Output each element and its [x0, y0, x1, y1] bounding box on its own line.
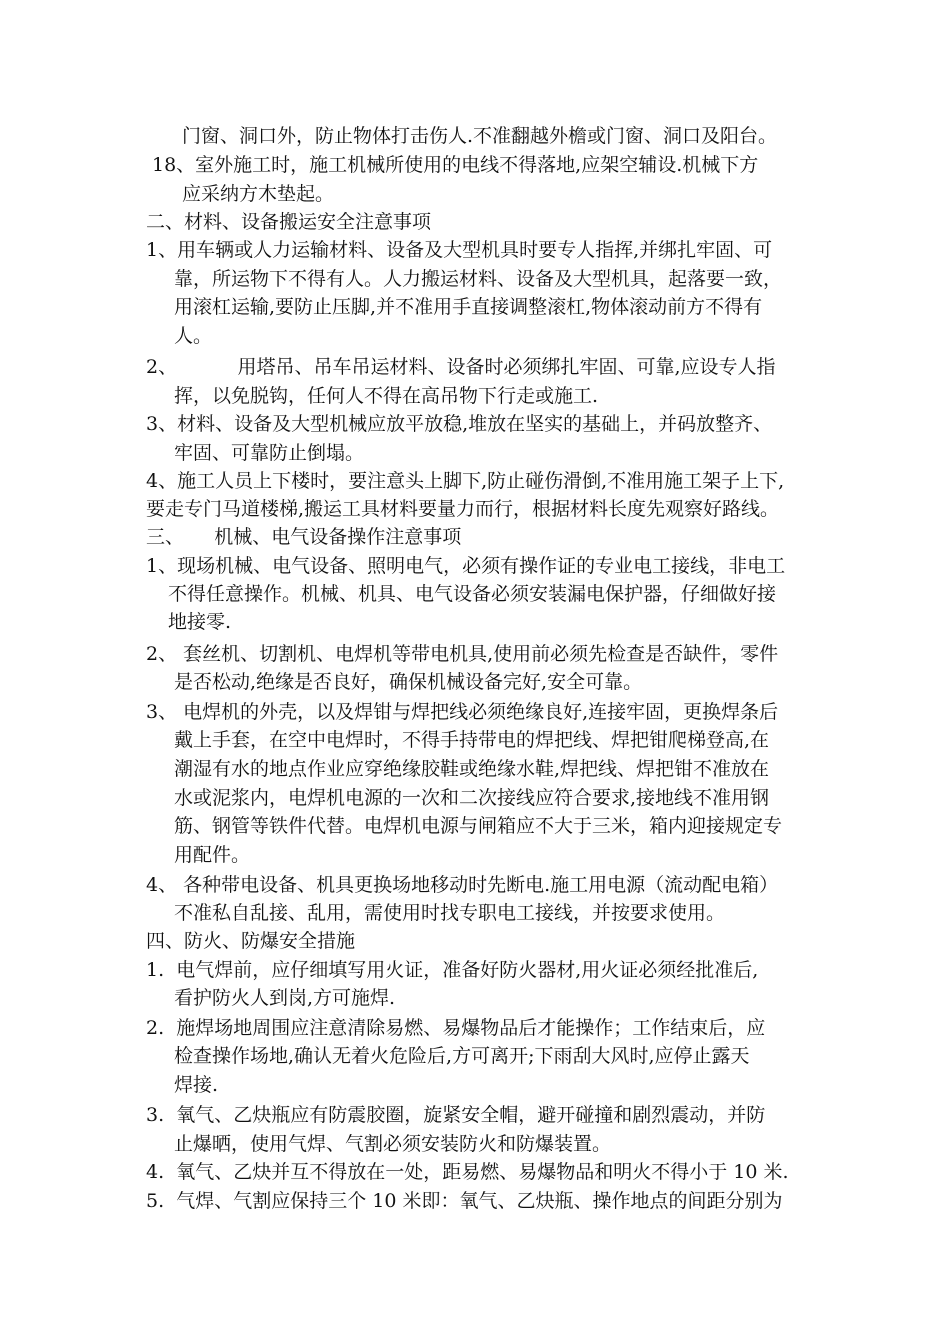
text-line: 2. 施焊场地周围应注意清除易燃、易爆物品后才能操作；工作结束后，应: [146, 1017, 766, 1039]
text-line: 不准私自乱接、乱用，需使用时找专职电工接线，并按要求使用。: [174, 902, 726, 924]
text-line: 5. 气焊、气割应保持三个 10 米即：氧气、乙炔瓶、操作地点的间距分别为: [146, 1190, 783, 1212]
text-line: 用配件。: [174, 844, 251, 866]
text-line: 应采纳方木垫起。: [182, 183, 335, 205]
text-line: 看护防火人到岗,方可施焊.: [174, 987, 396, 1009]
text-line: 人。: [174, 325, 213, 347]
text-line: 3、 电焊机的外壳，以及焊钳与焊把线必须绝缘良好,连接牢固，更换焊条后: [146, 701, 779, 723]
section-heading: 三、 机械、电气设备操作注意事项: [146, 526, 462, 548]
text-line: 靠，所运物下不得有人。人力搬运材料、设备及大型机具，起落要一致，: [174, 268, 783, 290]
text-line: 水或泥浆内，电焊机电源的一次和二次接线应符合要求,接地线不准用钢: [174, 787, 770, 809]
text-line: 用滚杠运输,要防止压脚,并不准用手直接调整滚杠,物体滚动前方不得有: [174, 296, 763, 318]
text-line: 18、室外施工时，施工机械所使用的电线不得落地,应架空辅设.机械下方: [152, 154, 759, 176]
text-line: 地接零.: [168, 611, 232, 633]
text-line: 4. 氧气、乙炔并互不得放在一处，距易燃、易爆物品和明火不得小于 10 米.: [146, 1161, 789, 1183]
text-line: 是否松动,绝缘是否良好，确保机械设备完好,安全可靠。: [174, 671, 643, 693]
text-line: 1、用车辆或人力运输材料、设备及大型机具时要专人指挥,并绑扎牢固、可: [146, 239, 773, 261]
text-line: 牢固、可靠防止倒塌。: [174, 442, 365, 464]
text-line: 戴上手套，在空中电焊时，不得手持带电的焊把线、焊把钳爬梯登高,在: [174, 729, 770, 751]
text-line: 1. 电气焊前，应仔细填写用火证，准备好防火器材,用火证必须经批准后,: [146, 959, 759, 981]
section-heading: 四、防火、防爆安全措施: [146, 930, 356, 952]
text-line: 1、现场机械、电气设备、照明电气，必须有操作证的专业电工接线，非电工: [146, 555, 786, 577]
text-line: 门窗、洞口外，防止物体打击伤人.不准翻越外檐或门窗、洞口及阳台。: [182, 125, 778, 147]
text-line: 4、施工人员上下楼时，要注意头上脚下,防止碰伤滑倒,不准用施工架子上下,: [146, 470, 785, 492]
text-line: 焊接.: [174, 1074, 219, 1096]
text-line: 挥，以免脱钩，任何人不得在高吊物下行走或施工.: [174, 385, 599, 407]
text-line: 2、 用塔吊、吊车吊运材料、设备时必须绑扎牢固、可靠,应设专人指: [146, 356, 776, 378]
text-line: 检查操作场地,确认无着火危险后,方可离开;下雨刮大风时,应停止露天: [174, 1045, 750, 1067]
text-line: 筋、钢管等铁件代替。电焊机电源与闸箱应不大于三米，箱内迎接规定专: [174, 815, 783, 837]
text-line: 4、 各种带电设备、机具更换场地移动时先断电.施工用电源（流动配电箱）: [146, 874, 779, 896]
text-line: 不得任意操作。机械、机具、电气设备必须安装漏电保护器，仔细做好接: [168, 583, 777, 605]
text-line: 潮湿有水的地点作业应穿绝缘胶鞋或绝缘水鞋,焊把线、焊把钳不准放在: [174, 758, 770, 780]
text-line: 3. 氧气、乙炔瓶应有防震胶圈，旋紧安全帽，避开碰撞和剧烈震动，并防: [146, 1104, 766, 1126]
text-line: 2、 套丝机、切割机、电焊机等带电机具,使用前必须先检查是否缺件，零件: [146, 643, 779, 665]
text-line: 止爆晒，使用气焊、气割必须安装防火和防爆装置。: [174, 1133, 612, 1155]
text-line: 3、材料、设备及大型机械应放平放稳,堆放在坚实的基础上，并码放整齐、: [146, 413, 773, 435]
section-heading: 二、材料、设备搬运安全注意事项: [146, 211, 432, 233]
text-line: 要走专门马道楼梯,搬运工具材料要量力而行，根据材料长度先观察好路线。: [146, 498, 780, 520]
